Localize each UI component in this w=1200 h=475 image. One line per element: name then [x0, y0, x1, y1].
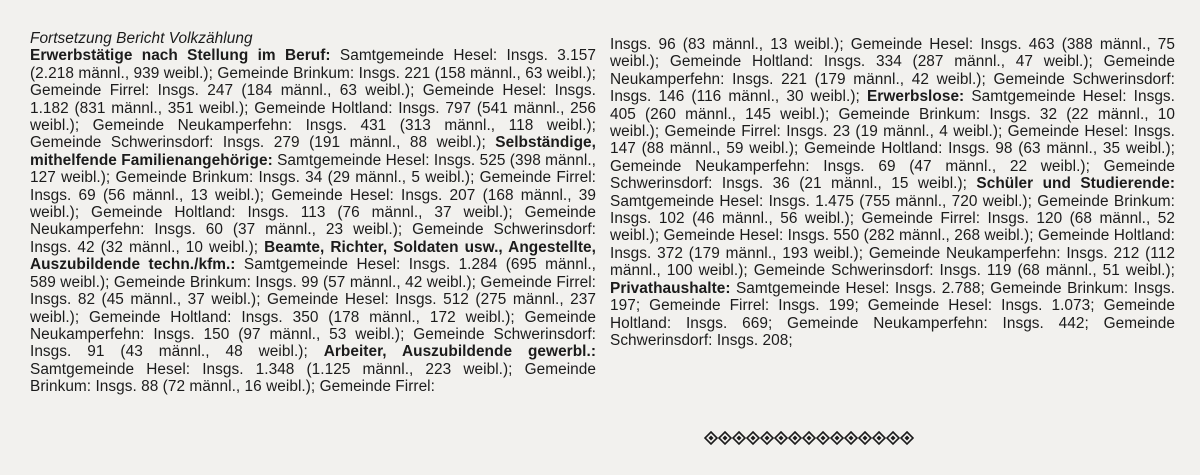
diamond-icon	[788, 431, 802, 445]
section-text: Samtgemeinde Hesel: Insgs. 405 (260 männl., 145 weibl.); Gemeinde Brinkum: Insgs. 32 (22 männl., 10 weibl.); Gemeinde Firrel: Insgs. 23 (19 männl., 4 weibl.); Gemeinde Hesel: Insgs. 147 (88 männl., 59 weibl.); Gemeinde Holtland: Insgs. 98 (63 männl., 35 weibl.); Gemeinde Neukamperfehn: Insgs. 69 (47 männl., 22 weibl.); Gemeinde Schwerinsdorf: Insgs. 36 (21 männl., 15 weibl.);	[610, 88, 1175, 193]
diamond-icon	[732, 431, 746, 445]
diamond-icon	[830, 431, 844, 445]
section-text: Samtgemeinde Hesel: Insgs. 1.284 (695 männl., 589 weibl.); Gemeinde Brinkum: Insgs. 99 (57 männl., 42 weibl.); Gemeinde Firrel: Insgs. 82 (45 männl., 37 weibl.); Gemeinde Hesel: Insgs. 512 (275 männl., 237 weibl.); Gemeinde Holtland: Insgs. 350 (178 männl., 172 weibl.); Gemeinde Neukamperfehn: Insgs. 150 (97 männl., 53 weibl.); Gemeinde Schwerinsdorf: Insgs. 91 (43 männl., 48 weibl.);	[30, 256, 596, 361]
section-heading: Privathaushalte:	[610, 279, 731, 297]
section-heading: Arbeiter, Auszubildende gewerbl.:	[323, 343, 596, 361]
section-text: Samtgemeinde Hesel: Insgs. 2.788; Gemeinde Brinkum: Insgs. 197; Gemeinde Firrel: Insgs. 199; Gemeinde Hesel: Insgs. 1.073; Gemeinde Holtland: Insgs. 669; Gemeinde Neukamperfehn: Insgs. 442; Gemeinde Schwerinsdorf: Insgs. 208;	[610, 279, 1175, 349]
left-column-text	[30, 47, 596, 395]
section-heading: Beamte, Richter, Soldaten usw., Angestellte, Auszubildende techn./kfm.:	[30, 238, 596, 274]
diamond-icon	[872, 431, 886, 445]
diamond-icon	[746, 431, 760, 445]
diamond-icon	[774, 431, 788, 445]
diamond-icon	[900, 431, 914, 445]
diamond-icon	[760, 431, 774, 445]
section-text: Samtgemeinde Hesel: Insgs. 525 (398 männl., 127 weibl.); Gemeinde Brinkum: Insgs. 34 (29 männl., 5 weibl.); Gemeinde Firrel: Insgs. 69 (56 männl., 13 weibl.); Gemeinde Hesel: Insgs. 207 (168 männl., 39 weibl.); Gemeinde Holtland: Insgs. 113 (76 männl., 37 weibl.); Gemeinde Neukamperfehn: Insgs. 60 (37 männl., 23 weibl.); Gemeinde Schwerinsdorf: Insgs. 42 (32 männl., 10 weibl.);	[30, 151, 596, 256]
section-heading: Erwerbstätige nach Stellung im Beruf:	[30, 47, 331, 65]
diamond-icon	[844, 431, 858, 445]
section-text: Insgs. 96 (83 männl., 13 weibl.); Gemeinde Hesel: Insgs. 463 (388 männl., 75 weibl.); Gemeinde Holtland: Insgs. 334 (287 männl., 47 weibl.); Gemeinde Neukamperfehn: Insgs. 221 (179 männl., 42 weibl.); Gemeinde Schwerinsdorf: Insgs. 146 (116 männl., 30 weibl.);	[610, 36, 1175, 106]
right-column-text	[610, 36, 1175, 349]
section-heading: Schüler und Studierende:	[976, 175, 1175, 193]
diamond-icon	[816, 431, 830, 445]
diamond-icon	[886, 431, 900, 445]
diamond-icon	[858, 431, 872, 445]
left-column	[30, 30, 596, 396]
section-text: Samtgemeinde Hesel: Insgs. 1.475 (755 männl., 720 weibl.); Gemeinde Brinkum: Insgs. 102 (46 männl., 56 weibl.); Gemeinde Firrel: Insgs. 120 (68 männl., 52 weibl.); Gemeinde Hesel: Insgs. 550 (282 männl., 268 weibl.); Gemeinde Holtland: Insgs. 372 (179 männl., 193 weibl.); Gemeinde Neukamperfehn: Insgs. 212 (112 männl., 100 weibl.); Gemeinde Schwerinsdorf: Insgs. 119 (68 männl., 51 weibl.);	[610, 192, 1175, 280]
diamond-icon	[704, 431, 718, 445]
continuation-heading: Fortsetzung Bericht Volkzählung	[30, 30, 253, 47]
diamond-icon	[718, 431, 732, 445]
section-heading: Erwerbslose:	[866, 88, 965, 106]
diamond-ornament-row	[704, 431, 914, 445]
section-text: Samtgemeinde Hesel: Insgs. 1.348 (1.125 männl., 223 weibl.); Gemeinde Brinkum: Insgs. 88 (72 männl., 16 weibl.); Gemeinde Firrel:	[30, 360, 596, 396]
section-text: Samtgemeinde Hesel: Insgs. 3.157 (2.218 männl., 939 weibl.); Gemeinde Brinkum: Insgs. 221 (158 männl., 63 weibl.); Gemeinde Firrel: Insgs. 247 (184 männl., 63 weibl.); Gemeinde Hesel: Insgs. 1.182 (831 männl., 351 weibl.); Gemeinde Holtland: Insgs. 797 (541 männl., 256 weibl.); Gemeinde Neukamperfehn: Insgs. 431 (313 männl., 118 weibl.); Gemeinde Schwerinsdorf: Insgs. 279 (191 männl., 88 weibl.);	[30, 47, 596, 152]
right-column	[610, 36, 1175, 349]
diamond-icon	[802, 431, 816, 445]
section-heading: Selbständige, mithelfende Familienangehörige:	[30, 134, 596, 169]
